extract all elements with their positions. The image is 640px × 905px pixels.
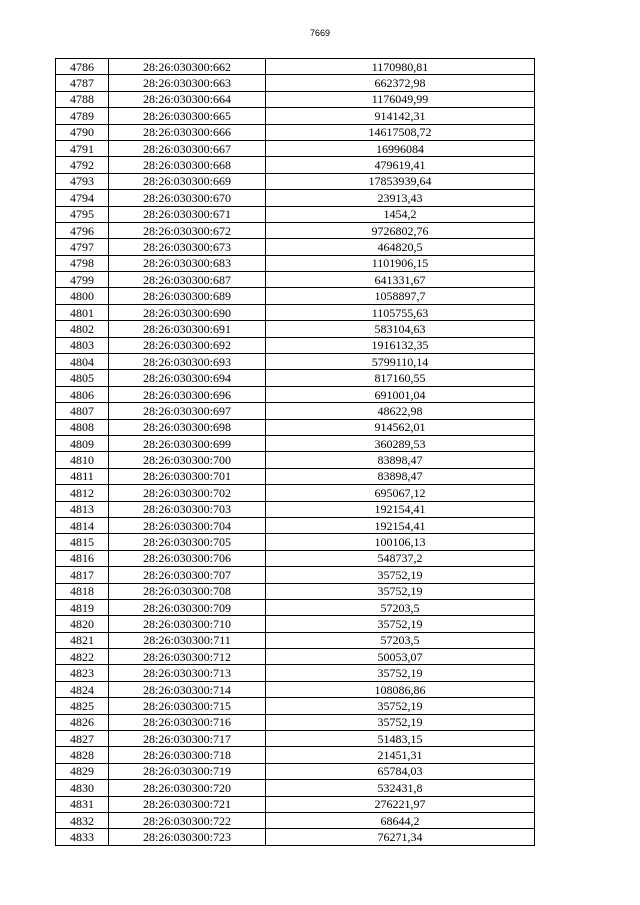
cadastral-value-cell: 76271,34 (266, 829, 535, 845)
row-number-cell: 4819 (56, 599, 109, 615)
cadastral-number-cell: 28:26:030300:723 (109, 829, 266, 845)
cadastral-number-cell: 28:26:030300:722 (109, 812, 266, 828)
cadastral-value-cell: 192154,41 (266, 517, 535, 533)
row-number-cell: 4833 (56, 829, 109, 845)
cadastral-value-cell: 641331,67 (266, 272, 535, 288)
row-number-cell: 4818 (56, 583, 109, 599)
cadastral-number-cell: 28:26:030300:700 (109, 452, 266, 468)
row-number-cell: 4799 (56, 272, 109, 288)
table-row (56, 485, 535, 501)
cadastral-number-cell: 28:26:030300:703 (109, 501, 266, 517)
table-row (56, 517, 535, 533)
cadastral-number-cell: 28:26:030300:693 (109, 354, 266, 370)
row-number-cell: 4798 (56, 255, 109, 271)
table-row (56, 140, 535, 156)
row-number-cell: 4813 (56, 501, 109, 517)
row-number-cell: 4815 (56, 534, 109, 550)
page-number: 7669 (309, 28, 331, 38)
cadastral-number-cell: 28:26:030300:706 (109, 550, 266, 566)
cadastral-value-cell: 57203,5 (266, 632, 535, 648)
cadastral-number-cell: 28:26:030300:698 (109, 419, 266, 435)
row-number-cell: 4795 (56, 206, 109, 222)
cadastral-value-cell: 1454,2 (266, 206, 535, 222)
cadastral-value-cell: 17853939,64 (266, 173, 535, 189)
cadastral-number-cell: 28:26:030300:670 (109, 190, 266, 206)
row-number-cell: 4786 (56, 59, 109, 75)
cadastral-value-cell: 65784,03 (266, 763, 535, 779)
cadastral-number-cell: 28:26:030300:692 (109, 337, 266, 353)
table-row (56, 337, 535, 353)
cadastral-value-cell: 35752,19 (266, 583, 535, 599)
row-number-cell: 4790 (56, 124, 109, 140)
cadastral-number-cell: 28:26:030300:667 (109, 140, 266, 156)
row-number-cell: 4831 (56, 796, 109, 812)
row-number-cell: 4807 (56, 403, 109, 419)
cadastral-number-cell: 28:26:030300:712 (109, 649, 266, 665)
row-number-cell: 4797 (56, 239, 109, 255)
cadastral-number-cell: 28:26:030300:704 (109, 517, 266, 533)
table-row (56, 108, 535, 124)
cadastral-number-cell: 28:26:030300:711 (109, 632, 266, 648)
row-number-cell: 4820 (56, 616, 109, 632)
cadastral-value-cell: 548737,2 (266, 550, 535, 566)
cadastral-value-cell: 35752,19 (266, 714, 535, 730)
cadastral-value-cell: 192154,41 (266, 501, 535, 517)
table-row (56, 272, 535, 288)
table-row (56, 255, 535, 271)
row-number-cell: 4826 (56, 714, 109, 730)
table-row (56, 681, 535, 697)
row-number-cell: 4825 (56, 698, 109, 714)
cadastral-number-cell: 28:26:030300:718 (109, 747, 266, 763)
cadastral-number-cell: 28:26:030300:665 (109, 108, 266, 124)
cadastral-number-cell: 28:26:030300:715 (109, 698, 266, 714)
cadastral-number-cell: 28:26:030300:708 (109, 583, 266, 599)
cadastral-number-cell: 28:26:030300:697 (109, 403, 266, 419)
table-row (56, 304, 535, 320)
cadastral-number-cell: 28:26:030300:710 (109, 616, 266, 632)
table-row (56, 665, 535, 681)
row-number-cell: 4829 (56, 763, 109, 779)
row-number-cell: 4800 (56, 288, 109, 304)
cadastral-value-cell: 35752,19 (266, 567, 535, 583)
table-row (56, 599, 535, 615)
cadastral-value-cell: 479619,41 (266, 157, 535, 173)
row-number-cell: 4810 (56, 452, 109, 468)
table-row (56, 796, 535, 812)
cadastral-number-cell: 28:26:030300:691 (109, 321, 266, 337)
cadastral-value-cell: 464820,5 (266, 239, 535, 255)
table-row (56, 452, 535, 468)
cadastral-value-cell: 35752,19 (266, 665, 535, 681)
row-number-cell: 4792 (56, 157, 109, 173)
row-number-cell: 4830 (56, 780, 109, 796)
row-number-cell: 4824 (56, 681, 109, 697)
table-row (56, 59, 535, 75)
table-row (56, 714, 535, 730)
row-number-cell: 4827 (56, 731, 109, 747)
cadastral-number-cell: 28:26:030300:721 (109, 796, 266, 812)
row-number-cell: 4832 (56, 812, 109, 828)
table-row (56, 222, 535, 238)
table-row (56, 370, 535, 386)
table-row (56, 649, 535, 665)
table-row (56, 157, 535, 173)
table-row (56, 435, 535, 451)
cadastral-value-cell: 1058897,7 (266, 288, 535, 304)
cadastral-value-cell: 23913,43 (266, 190, 535, 206)
cadastral-number-cell: 28:26:030300:707 (109, 567, 266, 583)
row-number-cell: 4809 (56, 435, 109, 451)
table-row (56, 173, 535, 189)
cadastral-value-cell: 583104,63 (266, 321, 535, 337)
row-number-cell: 4801 (56, 304, 109, 320)
cadastral-value-cell: 1105755,63 (266, 304, 535, 320)
cadastral-number-cell: 28:26:030300:716 (109, 714, 266, 730)
table-row (56, 419, 535, 435)
cadastral-number-cell: 28:26:030300:672 (109, 222, 266, 238)
cadastral-value-cell: 16996084 (266, 140, 535, 156)
cadastral-value-cell: 532431,8 (266, 780, 535, 796)
cadastral-value-cell: 914142,31 (266, 108, 535, 124)
table-row (56, 534, 535, 550)
cadastral-value-cell: 691001,04 (266, 386, 535, 402)
cadastral-number-cell: 28:26:030300:720 (109, 780, 266, 796)
row-number-cell: 4803 (56, 337, 109, 353)
table-row (56, 91, 535, 107)
cadastral-value-table (55, 58, 535, 846)
cadastral-value-cell: 662372,98 (266, 75, 535, 91)
table-row (56, 206, 535, 222)
cadastral-value-cell: 1176049,99 (266, 91, 535, 107)
table-row (56, 501, 535, 517)
cadastral-number-cell: 28:26:030300:709 (109, 599, 266, 615)
cadastral-value-cell: 57203,5 (266, 599, 535, 615)
table-row (56, 239, 535, 255)
cadastral-number-cell: 28:26:030300:699 (109, 435, 266, 451)
cadastral-value-cell: 100106,13 (266, 534, 535, 550)
row-number-cell: 4828 (56, 747, 109, 763)
table-row (56, 124, 535, 140)
cadastral-number-cell: 28:26:030300:687 (109, 272, 266, 288)
row-number-cell: 4811 (56, 468, 109, 484)
row-number-cell: 4821 (56, 632, 109, 648)
cadastral-number-cell: 28:26:030300:694 (109, 370, 266, 386)
row-number-cell: 4789 (56, 108, 109, 124)
cadastral-number-cell: 28:26:030300:702 (109, 485, 266, 501)
cadastral-number-cell: 28:26:030300:683 (109, 255, 266, 271)
row-number-cell: 4796 (56, 222, 109, 238)
row-number-cell: 4794 (56, 190, 109, 206)
cadastral-value-cell: 1101906,15 (266, 255, 535, 271)
cadastral-number-cell: 28:26:030300:689 (109, 288, 266, 304)
table-row (56, 583, 535, 599)
cadastral-value-cell: 21451,31 (266, 747, 535, 763)
cadastral-number-cell: 28:26:030300:705 (109, 534, 266, 550)
cadastral-value-cell: 83898,47 (266, 468, 535, 484)
cadastral-number-cell: 28:26:030300:666 (109, 124, 266, 140)
table-row (56, 747, 535, 763)
cadastral-value-cell: 108086,86 (266, 681, 535, 697)
cadastral-number-cell: 28:26:030300:701 (109, 468, 266, 484)
table-row (56, 763, 535, 779)
table-row (56, 698, 535, 714)
cadastral-value-cell: 48622,98 (266, 403, 535, 419)
table-row (56, 288, 535, 304)
cadastral-number-cell: 28:26:030300:671 (109, 206, 266, 222)
row-number-cell: 4793 (56, 173, 109, 189)
cadastral-value-cell: 83898,47 (266, 452, 535, 468)
cadastral-value-cell: 68644,2 (266, 812, 535, 828)
cadastral-value-cell: 5799110,14 (266, 354, 535, 370)
row-number-cell: 4814 (56, 517, 109, 533)
cadastral-value-cell: 1170980,81 (266, 59, 535, 75)
cadastral-number-cell: 28:26:030300:664 (109, 91, 266, 107)
cadastral-value-cell: 360289,53 (266, 435, 535, 451)
table-row (56, 354, 535, 370)
row-number-cell: 4788 (56, 91, 109, 107)
table-row (56, 190, 535, 206)
cadastral-number-cell: 28:26:030300:714 (109, 681, 266, 697)
row-number-cell: 4802 (56, 321, 109, 337)
table-row (56, 616, 535, 632)
table-row (56, 632, 535, 648)
cadastral-number-cell: 28:26:030300:713 (109, 665, 266, 681)
cadastral-number-cell: 28:26:030300:719 (109, 763, 266, 779)
row-number-cell: 4817 (56, 567, 109, 583)
table-row (56, 468, 535, 484)
cadastral-number-cell: 28:26:030300:662 (109, 59, 266, 75)
table-row (56, 386, 535, 402)
cadastral-value-cell: 1916132,35 (266, 337, 535, 353)
table-row (56, 567, 535, 583)
table-row (56, 812, 535, 828)
row-number-cell: 4816 (56, 550, 109, 566)
cadastral-number-cell: 28:26:030300:690 (109, 304, 266, 320)
row-number-cell: 4823 (56, 665, 109, 681)
table-row (56, 829, 535, 845)
cadastral-value-cell: 50053,07 (266, 649, 535, 665)
row-number-cell: 4791 (56, 140, 109, 156)
row-number-cell: 4804 (56, 354, 109, 370)
cadastral-number-cell: 28:26:030300:668 (109, 157, 266, 173)
table-row (56, 403, 535, 419)
table-row (56, 550, 535, 566)
cadastral-value-cell: 695067,12 (266, 485, 535, 501)
cadastral-value-cell: 9726802,76 (266, 222, 535, 238)
row-number-cell: 4805 (56, 370, 109, 386)
table-row (56, 321, 535, 337)
cadastral-number-cell: 28:26:030300:663 (109, 75, 266, 91)
cadastral-number-cell: 28:26:030300:696 (109, 386, 266, 402)
table-row (56, 75, 535, 91)
cadastral-value-cell: 35752,19 (266, 616, 535, 632)
row-number-cell: 4787 (56, 75, 109, 91)
cadastral-value-cell: 51483,15 (266, 731, 535, 747)
table-row (56, 780, 535, 796)
cadastral-number-cell: 28:26:030300:673 (109, 239, 266, 255)
cadastral-number-cell: 28:26:030300:669 (109, 173, 266, 189)
row-number-cell: 4808 (56, 419, 109, 435)
cadastral-value-cell: 35752,19 (266, 698, 535, 714)
cadastral-number-cell: 28:26:030300:717 (109, 731, 266, 747)
cadastral-value-cell: 14617508,72 (266, 124, 535, 140)
table-row (56, 731, 535, 747)
table-body (56, 59, 535, 846)
row-number-cell: 4812 (56, 485, 109, 501)
cadastral-value-cell: 276221,97 (266, 796, 535, 812)
cadastral-value-cell: 817160,55 (266, 370, 535, 386)
cadastral-value-cell: 914562,01 (266, 419, 535, 435)
row-number-cell: 4806 (56, 386, 109, 402)
row-number-cell: 4822 (56, 649, 109, 665)
